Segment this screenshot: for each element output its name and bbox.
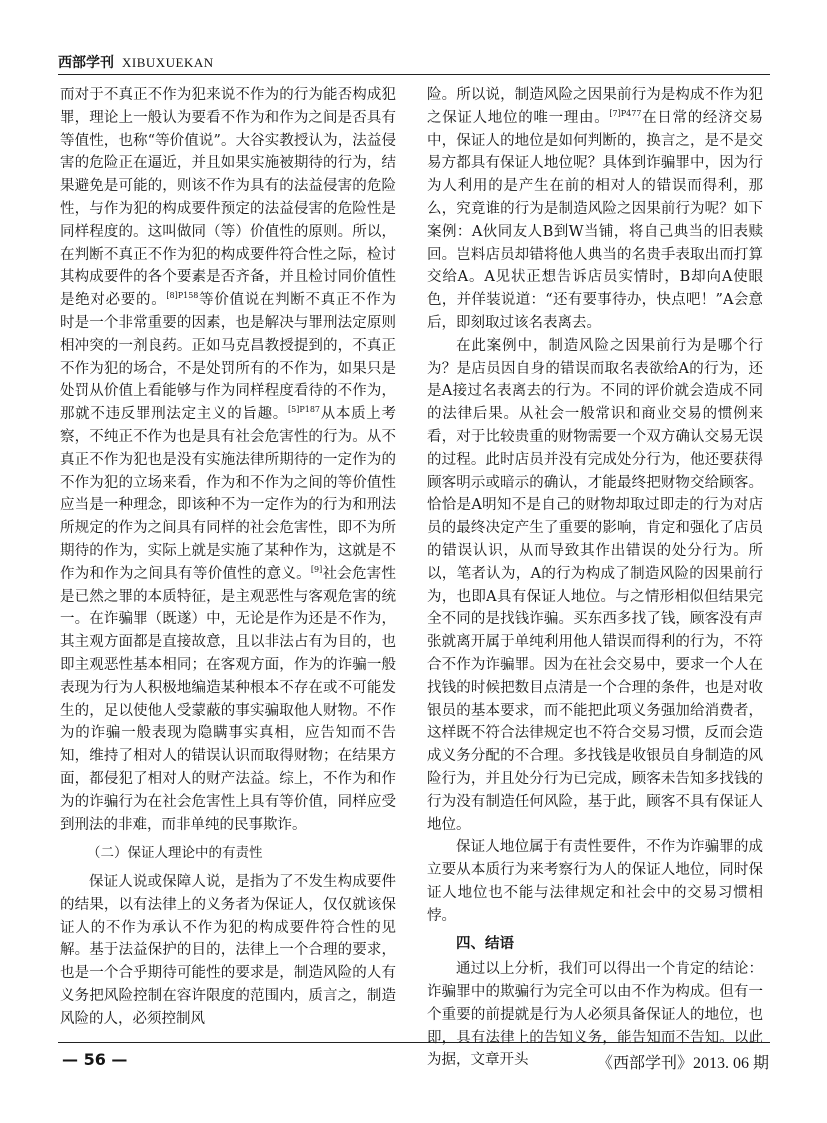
subsection-heading: （二）保证人理论中的有责性 bbox=[87, 845, 263, 862]
right-column bbox=[427, 84, 763, 1072]
footer-rule bbox=[58, 1042, 770, 1043]
citation: [5]P187 bbox=[288, 405, 320, 415]
paragraph: 而对于不真正不作为犯来说不作为的行为能否构成犯罪，理论上一般认为要看不作为和作为之间是否具有等值性，也称“等价值说”。大谷实教授认为，法益侵害的危险正在逼近，并且如果实施被期待的行为，结果避免是可能的，则该不作为具有的法益侵害的危险性，与作为犯的构成要件预定的法益侵害的危险性是同样程度的。这叫做同（等）价值性的原则。所以，在判断不真正不作为犯的构成要件符合性之际，检讨其构成要件的各个要素是否齐备，并且检讨同价值性是绝对必要的。$^{[8]P158}$等价值说在判断不真正不作为时是一个非常重要的因素，也是解决与罪刑法定原则相冲突的一剂良药。正如马克昌教授提到的，不真正不作为犯的场合，不是处罚所有的不作为，如果只是处罚从价值上看能够与作为同样程度看待的不作为，那就不违反罪刑法定主义的旨趣。$^{[5]P187}$从本质上考察，不纯正不作为也是具有社会危害性的行为。从不真正不作为犯也是没有实施法律所期待的一定作为的不作为犯的立场来看，作为和不作为之间的等价值性应当是一种理念，即该种不为一定作为的行为和刑法所规定的作为之间具有同样的社会危害性，即不为所期待的作为，实际上就是实施了某种作为，这就是不作为和作为之间具有等价值性的意义。[9]社会危害性是已然之罪的本质特征，是主观恶性与客观危害的统一。在诈骗罪（既遂）中，无论是作为还是不作为，其主观方面都是直接故意，且以非法占有为目的，也即主观恶性基本相同；在客观方面，作为的诈骗一般表现为行为人积极地编造某种根本不存在或不可能发生的，足以使他人受蒙蔽的事实骗取他人财物。不作为的诈骗一般表现为隐瞒事实真相，应告知而不告知，维持了相对人的错误认识而取得财物；在结果方面，都侵犯了相对人的财产法益。综上，不作为和作为的诈骗行为在社会危害性上具有等价值，同样应受到刑法的非难，而非单纯的民事欺诈。 bbox=[60, 87, 397, 833]
paragraph: 在此案例中，制造风险之因果前行为是哪个行为？是店员因自身的错误而取名表欲给A的行为，还是A接过名表离去的行为。不同的评价就会造成不同的法律后果。从社会一般常识和商业交易的惯例来看，对于比较贵重的财物需要一个双方确认交易无误的过程。此时店员并没有完成处分行为，他还要获得顾客明示或暗示的确认，才能最终把财物交给顾客。恰恰是A明知不是自己的财物却取过即走的行为对店员的最终决定产生了重要的影响，肯定和强化了店员的错误认识，从而导致其作出错误的处分行为。所以，笔者认为，A的行为构成了制造风险的因果前行为，也即A具有保证人地位。与之情形相似但结果完全不同的是找钱诈骗。买东西多找了钱，顾客没有声张就离开属于单纯利用他人错误而得利的行为，不符合不作为诈骗罪。因为在社会交易中，要求一个人在找钱的时候把数目点清是一个合理的条件，也是对收银员的基本要求，而不能把此项义务强加给消费者，这样既不符合法律规定也不符合交易习惯，反而会造成义务分配的不合理。多找钱是收银员自身制造的风险行为，并且处分行为已完成，顾客未告知多找钱的行为没有制造任何风险，基于此，顾客不具有保证人地位。 bbox=[427, 337, 763, 833]
page-number: — 56 — bbox=[62, 1050, 128, 1069]
citation: [7]P477 bbox=[609, 108, 642, 118]
journal-issue: 《西部学刊》2013. 06 期 bbox=[596, 1055, 769, 1072]
citation: [9] bbox=[310, 564, 323, 574]
paragraph: 险。所以说，制造风险之因果前行为是构成不作为犯之保证人地位的唯一理由。$^{[7]P477}$在日常的经济交易中，保证人的地位是如何判断的，换言之，是不是交易方都具有保证人地位呢？具体到诈骗罪中，因为行为人利用的是产生在前的相对人的错误而得利，那么，究竟谁的行为是制造风险之因果前行为呢？如下案例：A伙同友人B到W当铺，将自己典当的旧表赎回。岂料店员却错将他人典当的名贵手表取出而打算交给A。A见状正想告诉店员实情时，B却向A使眼色，并佯装说道：“还有要事待办，快点吧！”A会意后，即刻取过该名表离去。 bbox=[427, 87, 764, 331]
running-header bbox=[58, 52, 770, 72]
section-heading: 四、结语 bbox=[456, 936, 514, 953]
paragraph: 通过以上分析，我们可以得出一个肯定的结论：诈骗罪中的欺骗行为完全可以由不作为构成。但有一个重要的前提就是行为人必须具备保证人的地位，也即，具有法律上的告知义务，能告知而不告知。以此为据，文章开头 bbox=[427, 961, 763, 1069]
citation: [8]P158 bbox=[166, 291, 199, 301]
journal-name-en: XIBUXUEKAN bbox=[122, 55, 214, 70]
journal-name-cn: 西部学刊 bbox=[58, 55, 114, 71]
paragraph: 保证人说或保障人说，是指为了不发生构成要件的结果，以有法律上的义务者为保证人，仅仅就该保证人的不作为承认不作为犯的构成要件符合性的见解。基于法益保护的目的，法律上一个合理的要求，也是一个合乎期待可能性的要求是，制造风险的人有义务把风险控制在容许限度的范围内，质言之，制造风险的人，必须控制风 bbox=[60, 874, 396, 1027]
header-rule bbox=[58, 74, 770, 75]
left-column bbox=[60, 84, 396, 1031]
paragraph: 保证人地位属于有责性要件，不作为诈骗罪的成立要从本质行为来考察行为人的保证人地位，同时保证人地位也不能与法律规定和社会中的交易习惯相悖。 bbox=[427, 839, 763, 924]
